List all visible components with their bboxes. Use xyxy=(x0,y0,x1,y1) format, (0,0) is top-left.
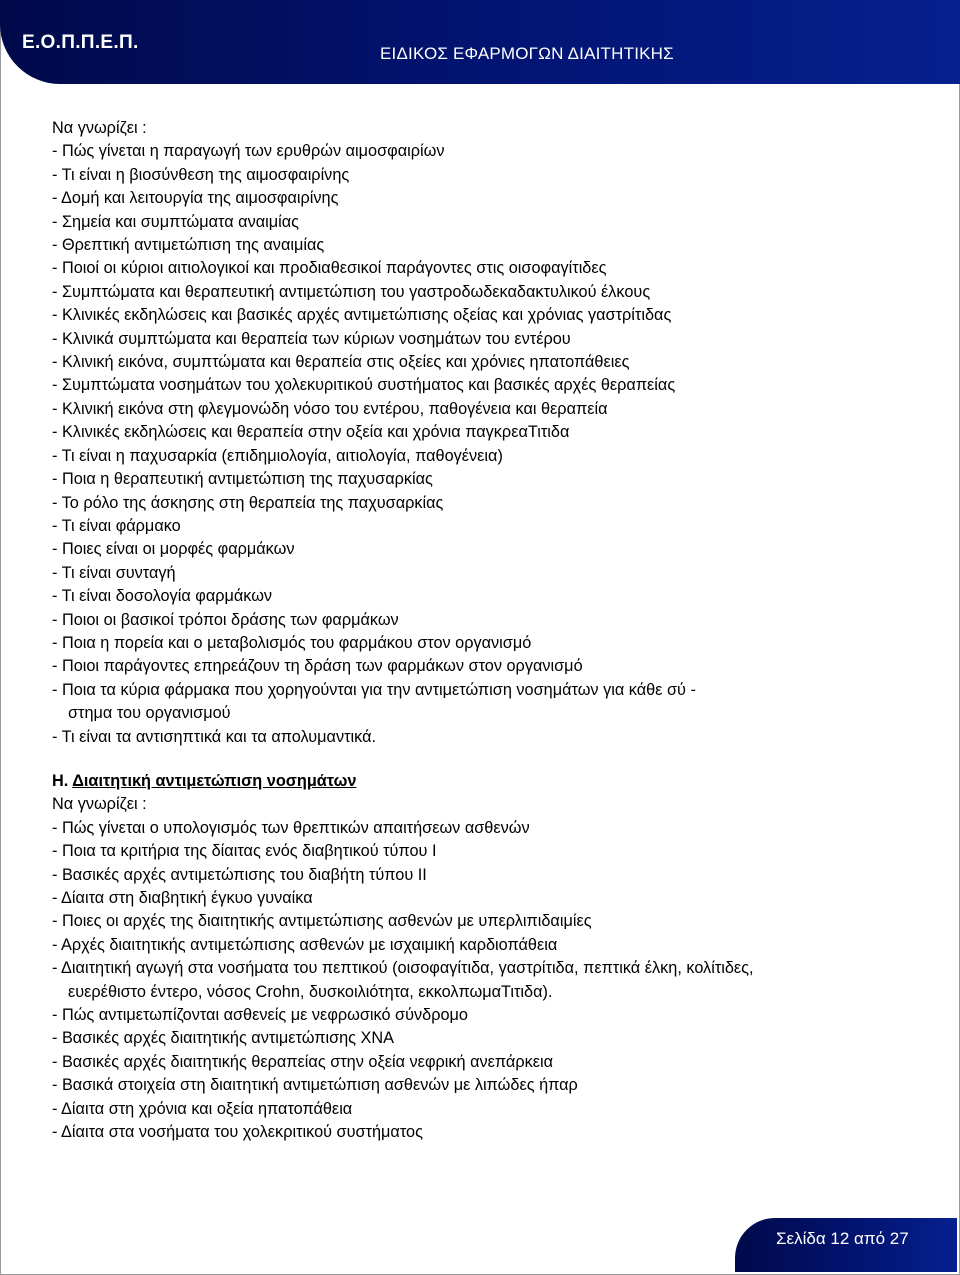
list-item: - Δομή και λειτουργία της αιμοσφαιρίνης xyxy=(52,189,339,208)
list-item: - Κλινικές εκδηλώσεις και βασικές αρχές αντιμετώπισης οξείας και χρόνιας γαστρίτιδας xyxy=(52,306,672,325)
list-item: - Κλινική εικόνα, συμπτώματα και θεραπεία στις οξείες και χρόνιες ηπατοπάθειες xyxy=(52,353,630,372)
header-banner xyxy=(0,0,960,84)
list-item: - Ποιοι παράγοντες επηρεάζουν τη δράση των φαρμάκων στον οργανισμό xyxy=(52,657,583,676)
list-item: - Κλινικά συμπτώματα και θεραπεία των κύριων νοσημάτων του εντέρου xyxy=(52,329,571,348)
section-h-list-b xyxy=(52,1004,932,1144)
page-content xyxy=(52,117,932,1144)
section-h-list-a xyxy=(52,817,932,981)
list-item: - Πώς γίνεται ο υπολογισμός των θρεπτικών απαιτήσεων ασθενών xyxy=(52,818,530,837)
list-item: - Ποια η πορεία και ο μεταβολισμός του φαρμάκου στον οργανισμό xyxy=(52,633,532,652)
list-item: - Βασικά στοιχεία στη διαιτητική αντιμετώπιση ασθενών με λιπώδες ήπαρ xyxy=(52,1076,578,1095)
section-spacer xyxy=(52,749,932,770)
list-item: - Σημεία και συμπτώματα αναιμίας xyxy=(52,212,300,231)
section-g-intro: Να γνωρίζει : xyxy=(52,119,147,137)
list-item: - Τι είναι φάρμακο xyxy=(52,516,181,535)
section-h-heading xyxy=(52,770,932,793)
section-h-intro: Να γνωρίζει : xyxy=(52,795,147,814)
list-item: - Πώς αντιμετωπίζονται ασθενείς με νεφρωσικό σύνδρομο xyxy=(52,1006,468,1025)
list-item: - Ποιες είναι οι μορφές φαρμάκων xyxy=(52,540,295,559)
section-g-list xyxy=(52,140,932,702)
list-item: - Τι είναι η βιοσύνθεση της αιμοσφαιρίνης xyxy=(52,165,350,184)
list-item: - Ποια τα κύρια φάρμακα που χορηγούνται για την αντιμετώπιση νοσημάτων για κάθε σύ - xyxy=(52,680,696,699)
list-item: - Τι είναι συνταγή xyxy=(52,563,176,582)
list-item: - Συμπτώματα και θεραπευτική αντιμετώπιση του γαστροδωδεκαδακτυλικού έλκους xyxy=(52,282,651,301)
list-item: - Δίαιτα στα νοσήματα του χολεκριτικού συστήματος xyxy=(52,1123,423,1142)
list-item: - Βασικές αρχές διαιτητικής θεραπείας στην οξεία νεφρική ανεπάρκεια xyxy=(52,1052,554,1071)
list-item: - Το ρόλο της άσκησης στη θεραπεία της παχυσαρκίας xyxy=(52,493,444,512)
organization-name: Ε.Ο.Π.Π.Ε.Π. xyxy=(22,32,139,53)
list-item: - Αρχές διαιτητικής αντιμετώπισης ασθενών με ισχαιμική καρδιοπάθεια xyxy=(52,935,558,954)
footer-banner xyxy=(735,1218,957,1272)
section-h-title: Διαιτητική αντιμετώπιση νοσημάτων xyxy=(72,771,357,790)
list-item: - Τι είναι η παχυσαρκία (επιδημιολογία, αιτιολογία, παθογένεια) xyxy=(52,446,503,465)
list-item: - Πώς γίνεται η παραγωγή των ερυθρών αιμοσφαιρίων xyxy=(52,142,445,161)
list-item: - Ποιοι οι βασικοί τρόποι δράσης των φαρμάκων xyxy=(52,610,399,629)
list-item-continuation: στημα του οργανισμού xyxy=(68,704,231,723)
list-item: - Ποια η θεραπευτική αντιμετώπιση της παχυσαρκίας xyxy=(52,470,433,489)
list-item-continuation: ευερέθιστο έντερο, νόσος Crohn, δυσκοιλιότητα, εκκολπωμαΤιτιδα). xyxy=(68,982,553,1001)
list-item: - Βασικές αρχές αντιμετώπισης του διαβήτη τύπου ΙΙ xyxy=(52,865,427,884)
list-item: - Τι είναι τα αντισηπτικά και τα απολυμαντικά. xyxy=(52,727,377,746)
list-item: - Θρεπτική αντιμετώπιση της αναιμίας xyxy=(52,236,325,255)
document-title: ΕΙΔΙΚΟΣ ΕΦΑΡΜΟΓΩΝ ΔΙΑΙΤΗΤΙΚΗΣ xyxy=(380,44,674,63)
list-item: - Κλινικές εκδηλώσεις και θεραπεία στην οξεία και χρόνια παγκρεαΤιτιδα xyxy=(52,423,570,442)
page-number: Σελίδα 12 από 27 xyxy=(776,1229,909,1248)
list-item: - Δίαιτα στη χρόνια και οξεία ηπατοπάθεια xyxy=(52,1099,353,1118)
list-item: - Βασικές αρχές διαιτητικής αντιμετώπισης ΧΝΑ xyxy=(52,1029,395,1048)
list-item: - Κλινική εικόνα στη φλεγμονώδη νόσο του εντέρου, παθογένεια και θεραπεία xyxy=(52,399,608,418)
list-item: - Ποιοί οι κύριοι αιτιολογικοί και προδιαθεσικοί παράγοντες στις οισοφαγίτιδες xyxy=(52,259,607,278)
list-item: - Διαιτητική αγωγή στα νοσήματα του πεπτικού (οισοφαγίτιδα, γαστρίτιδα, πεπτικά έλκη, κολίτιδες, xyxy=(52,959,754,978)
list-item: - Συμπτώματα νοσημάτων του χολεκυριτικού συστήματος και βασικές αρχές θεραπείας xyxy=(52,376,676,395)
list-item: - Τι είναι δοσολογία φαρμάκων xyxy=(52,587,273,606)
list-item: - Ποιες οι αρχές της διαιτητικής αντιμετώπισης ασθενών με υπερλιπιδαιμίες xyxy=(52,912,592,931)
section-h-prefix: Η. xyxy=(52,771,69,790)
list-item: - Δίαιτα στη διαβητική έγκυο γυναίκα xyxy=(52,889,313,907)
list-item: - Ποια τα κριτήρια της δίαιτας ενός διαβητικού τύπου Ι xyxy=(52,842,437,861)
